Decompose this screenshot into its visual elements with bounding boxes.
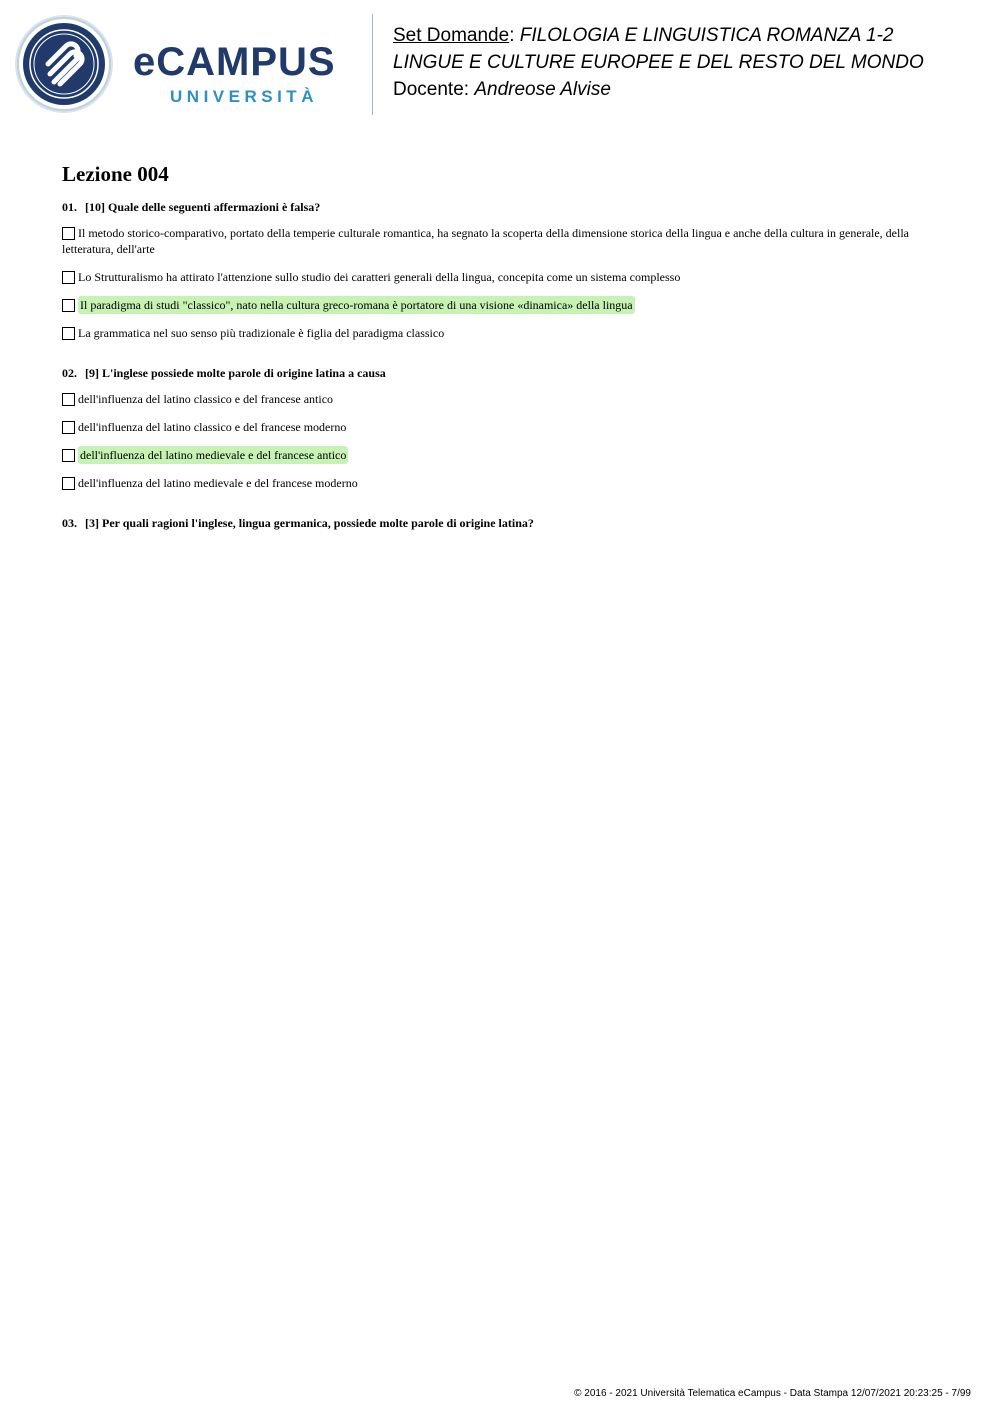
answer-option [62, 325, 932, 341]
checkbox[interactable] [62, 477, 75, 490]
answer-option [62, 475, 932, 491]
question-text: [9] L'inglese possiede molte parole di origine latina a causa [85, 366, 386, 380]
question-text: [3] Per quali ragioni l'inglese, lingua germanica, possiede molte parole di origine latina? [85, 516, 534, 530]
question-number: 01. [62, 200, 77, 214]
brand-name: eCAMPUS [133, 40, 336, 84]
checkbox[interactable] [62, 449, 75, 462]
brand-subtitle: UNIVERSITÀ [170, 87, 318, 106]
question-text: [10] Quale delle seguenti affermazioni è falsa? [85, 200, 321, 214]
page-footer: © 2016 - 2021 Università Telematica eCampus - Data Stampa 12/07/2021 20:23:25 - 7/99 [574, 1388, 971, 1399]
answer-option-correct [62, 447, 932, 463]
checkbox[interactable] [62, 227, 75, 240]
answer-text: dell'influenza del latino medievale e del francese moderno [78, 476, 358, 490]
question-number: 02. [62, 366, 77, 380]
answer-text: dell'influenza del latino classico e del francese moderno [78, 420, 347, 434]
ecampus-logo-seal [14, 14, 114, 114]
checkbox[interactable] [62, 271, 75, 284]
seal-icon [14, 14, 114, 114]
answer-option [62, 391, 932, 407]
header-divider [372, 14, 373, 115]
answer-text: dell'influenza del latino classico e del francese antico [78, 392, 334, 406]
answer-text: Lo Strutturalismo ha attirato l'attenzione sullo studio dei caratteri generali della lingua, concepita come un sistema complesso [78, 270, 681, 284]
question-01 [62, 199, 932, 341]
answer-text: La grammatica nel suo senso più tradizionale è figlia del paradigma classico [78, 326, 445, 340]
checkbox[interactable] [62, 327, 75, 340]
teacher-label: Docente: [393, 79, 475, 100]
checkbox[interactable] [62, 393, 75, 406]
course-line2 [393, 49, 924, 76]
question-title [62, 199, 932, 215]
lesson-content [62, 160, 932, 555]
course-name: FILOLOGIA E LINGUISTICA ROMANZA 1-2 [519, 25, 894, 46]
question-number: 03. [62, 516, 77, 530]
answer-option [62, 269, 932, 285]
set-colon: : [509, 25, 520, 46]
checkbox[interactable] [62, 421, 75, 434]
answer-option [62, 419, 932, 435]
answer-text-highlighted: Il paradigma di studi "classico", nato nella cultura greco-romana è portatore di una visione «dinamica» della lingua [80, 298, 633, 312]
answer-text-highlighted: dell'influenza del latino medievale e del francese antico [80, 448, 347, 462]
set-label: Set Domande [393, 25, 510, 46]
answer-option [62, 225, 932, 257]
question-title [62, 515, 932, 531]
question-03 [62, 515, 932, 531]
set-line [393, 22, 924, 49]
teacher-name: Andreose Alvise [474, 79, 611, 100]
answer-option-correct [62, 297, 932, 313]
question-title [62, 365, 932, 381]
header-info [393, 22, 924, 103]
ecampus-wordmark [133, 40, 355, 108]
question-02 [62, 365, 932, 491]
answer-text: Il metodo storico-comparativo, portato della temperie culturale romantica, ha segnato la scoperta della dimensione storica della lingua e anche della cultura in generale, della letteratura, dell'arte [62, 226, 909, 256]
course-degree: LINGUE E CULTURE EUROPEE E DEL RESTO DEL MONDO [393, 52, 924, 73]
lesson-title: Lezione 004 [62, 162, 169, 186]
teacher-line [393, 76, 924, 103]
checkbox[interactable] [62, 299, 75, 312]
